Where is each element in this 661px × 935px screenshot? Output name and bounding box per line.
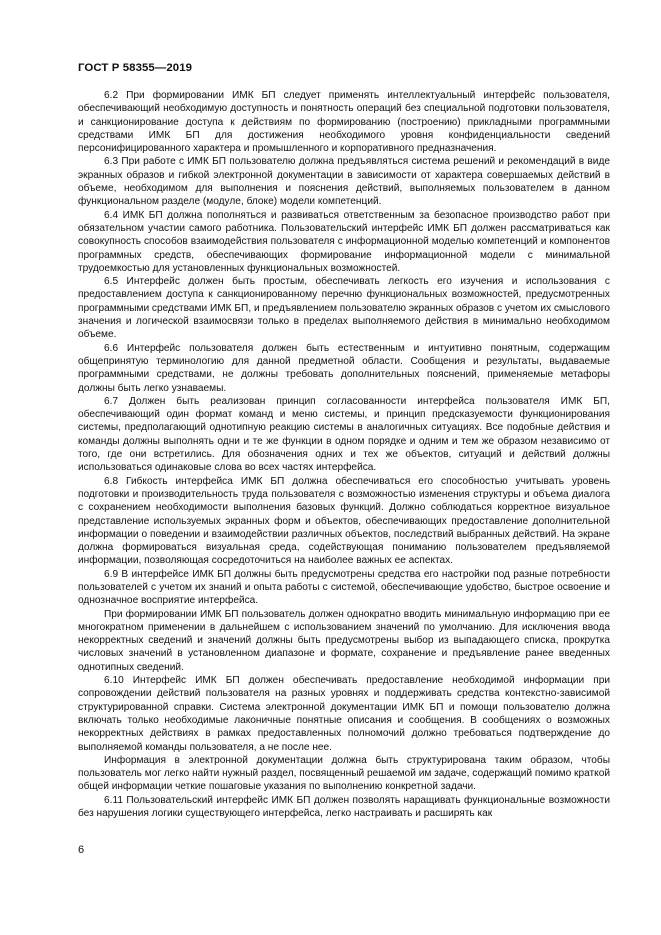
paragraph-6-5: 6.5 Интерфейс должен быть простым, обеспечивать легкость его изучения и использования с предоставлением доступа к санкционированному перечню функциональных возможностей, предусмотренных программными средствами ИМК БП, и предъявлением пользователю экранных образов с учетом их смыслового значения и логической взаимосвязи только в пределах выполняемого действия в минимально необходимом объеме. [78,276,610,341]
page-number: 6 [78,844,85,856]
paragraph-6-3: 6.3 При работе с ИМК БП пользователю должна предъявляться система решений и рекомендаций в виде экранных образов и гибкой электронной документации в зависимости от характера совершаемых действий в объеме, необходимом для выполнения и пояснения действий, выполняемых пользователем в данном функциональном разделе (модуле, блоке) модели компетенций. [78,156,610,208]
paragraph-6-9-continued: При формировании ИМК БП пользователь должен однократно вводить минимальную информацию при ее многократном применении в дальнейшем с использованием значений по умолчанию. Для исключения ввода некорректных сведений и значений должны быть предусмотрены выбор из выпадающего списка, прокрутка числовых значений в установленном диапазоне и формате, сохранение и предъявление ранее введенных однотипных сведений. [78,608,610,673]
paragraph-6-10: 6.10 Интерфейс ИМК БП должен обеспечивать предоставление необходимой информации при сопровождении действий пользователя на разных уровнях и поддерживать средства контекстно-зависимой структурированной справки. Система электронной документации ИМК БП и помощи пользователю должна включать только необходимые лаконичные понятные описания и сообщения. В сообщениях о возможных некорректных действиях в рамках предоставленных полномочий должно требоваться подтверждение до выполняемой команды пользователя, а не после нее. [78,675,610,753]
standard-header: ГОСТ Р 58355—2019 [78,62,193,74]
paragraph-6-7: 6.7 Должен быть реализован принцип согласованности интерфейса пользователя ИМК БП, обеспечивающий один формат команд и меню системы, и принцип предсказуемости функционирования системы, предполагающий однотипную реакцию системы в аналогичных ситуациях. Все подобные действия и команды должны выполнять одни и те же функции в одном порядке и одним и тем же образом независимо от того, где они встретились. Для обозначения одних и тех же объектов, ситуаций и действий должны использоваться одинаковые слова во всех частях интерфейса. [78,395,610,474]
document-body [78,89,610,820]
paragraph-6-11: 6.11 Пользовательский интерфейс ИМК БП должен позволять наращивать функциональные возможности без нарушения логики существующего интерфейса, легко настраивать и расширять как [78,794,610,820]
paragraph-6-6: 6.6 Интерфейс пользователя должен быть естественным и интуитивно понятным, содержащим общепринятую терминологию для данной предметной области. Сообщения и результаты, выдаваемые программными средствами, не должны требовать дополнительных пояснений, применяемые метафоры должны быть легко узнаваемы. [78,342,610,394]
paragraph-6-4: 6.4 ИМК БП должна пополняться и развиваться ответственным за безопасное производство работ при обязательном участии самого работника. Пользовательский интерфейс ИМК БП должен рассматриваться как совокупность способов взаимодействия пользователя с информационной моделью компетенций и компонентов программных средств, обеспечивающих формирование информационной модели с минимальной трудоемкостью для установленных функциональных возможностей. [78,209,610,274]
paragraph-6-10-continued: Информация в электронной документации должна быть структурирована таким образом, чтобы пользователь мог легко найти нужный раздел, посвященный решаемой им задаче, содержащий помимо краткой общей информации четкие пошаговые указания по выполнению конкретной задачи. [78,754,610,793]
paragraph-6-9: 6.9 В интерфейсе ИМК БП должны быть предусмотрены средства его настройки под разные потребности пользователей с учетом их знаний и опыта работы с системой, обеспечивающие удобство, быстрое освоение и однозначное восприятие интерфейса. [78,568,610,607]
paragraph-6-2: 6.2 При формировании ИМК БП следует применять интеллектуальный интерфейс пользователя, обеспечивающий необходимую доступность и понятность операций без специальной подготовки пользователя, и санкционирование доступа к действиям по формированию (построению) прикладными программными средствами ИМК БП для достижения необходимого уровня конфиденциальности сведений персонифицированного характера и промышленного и корпоративного предназначения. [78,90,610,155]
paragraph-6-8: 6.8 Гибкость интерфейса ИМК БП должна обеспечиваться его способностью учитывать уровень подготовки и производительность труда пользователя с возможностью изменения структуры и объема диалога с сохранением необходимости выполнения базовых функций. Должно соблюдаться корректное визуальное представление используемых экранных форм и объектов, обеспечивающих предоставление дополнительной информации о поведении и взаимодействии различных объектов, последствий выбранных действий. На экране должна формироваться визуальная среда, содействующая пониманию пользователем предъявляемой информации, позволяющая сосредоточиться на наиболее важных ее аспектах. [78,475,610,567]
